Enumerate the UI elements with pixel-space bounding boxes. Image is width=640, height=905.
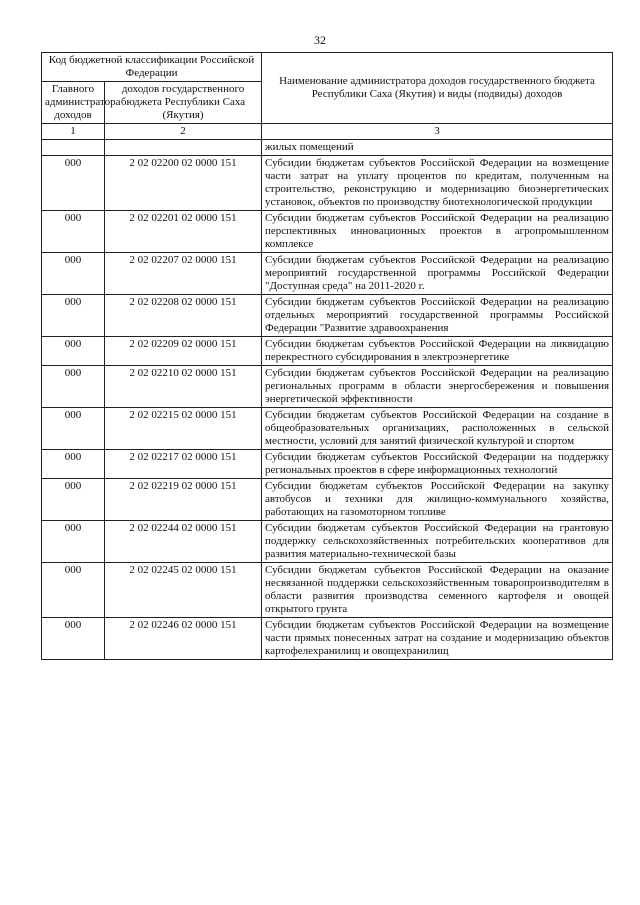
- income-code-cell: 2 02 02201 02 0000 151: [105, 211, 262, 253]
- admin-code-cell: 000: [42, 295, 105, 337]
- income-name-cell: Субсидии бюджетам субъектов Российской Федерации на создание в общеобразовательных организациях, расположенных в сельской местности, условий для занятий физической культурой и спортом: [262, 408, 613, 450]
- income-name-cell: Субсидии бюджетам субъектов Российской Федерации на реализацию отдельных мероприятий государственной программы Российской Федерации "Развитие здравоохранения: [262, 295, 613, 337]
- income-code-cell: 2 02 02215 02 0000 151: [105, 408, 262, 450]
- income-code-cell: 2 02 02208 02 0000 151: [105, 295, 262, 337]
- income-code-cell: 2 02 02245 02 0000 151: [105, 563, 262, 618]
- income-code-cell: [105, 140, 262, 156]
- admin-code-cell: 000: [42, 337, 105, 366]
- admin-code-cell: 000: [42, 563, 105, 618]
- income-code-cell: 2 02 02244 02 0000 151: [105, 521, 262, 563]
- admin-code-cell: 000: [42, 156, 105, 211]
- table-row: [42, 337, 613, 366]
- income-name-cell: Субсидии бюджетам субъектов Российской Федерации на грантовую поддержку сельскохозяйственных потребительских кооперативов для развития материально-технической базы: [262, 521, 613, 563]
- income-code-cell: 2 02 02246 02 0000 151: [105, 618, 262, 660]
- admin-code-cell: 000: [42, 408, 105, 450]
- income-code-cell: 2 02 02219 02 0000 151: [105, 479, 262, 521]
- table-row: [42, 563, 613, 618]
- table-row: [42, 479, 613, 521]
- income-code-cell: 2 02 02209 02 0000 151: [105, 337, 262, 366]
- income-name-cell: Субсидии бюджетам субъектов Российской Федерации на возмещение части прямых понесенных затрат на создание и модернизацию объектов картофелехранилищ и овощехранилищ: [262, 618, 613, 660]
- table-row: [42, 140, 613, 156]
- header-col-admin: Главного администратора доходов: [42, 82, 105, 124]
- income-code-cell: 2 02 02207 02 0000 151: [105, 253, 262, 295]
- income-name-cell: Субсидии бюджетам субъектов Российской Федерации на поддержку региональных проектов в сфере информационных технологий: [262, 450, 613, 479]
- admin-code-cell: [42, 140, 105, 156]
- income-name-cell: Субсидии бюджетам субъектов Российской Федерации на реализацию региональных программ в области энергосбережения и повышения энергетической эффективности: [262, 366, 613, 408]
- income-name-cell: Субсидии бюджетам субъектов Российской Федерации на реализацию мероприятий государственной программы Российской Федерации "Доступная среда" на 2011-2020 г.: [262, 253, 613, 295]
- admin-code-cell: 000: [42, 521, 105, 563]
- income-name-cell: Субсидии бюджетам субъектов Российской Федерации на оказание несвязанной поддержки сельскохозяйственным товаропроизводителям в области развития производства семенного картофеля и овощей открытого грунта: [262, 563, 613, 618]
- income-name-cell: жилых помещений: [262, 140, 613, 156]
- income-name-cell: Субсидии бюджетам субъектов Российской Федерации на возмещение части затрат на уплату процентов по кредитам, полученным на строительство, реконструкцию и модернизацию биоэнергетических установок, объектов по производству биотехнологической продукции: [262, 156, 613, 211]
- header-group-label: Код бюджетной классификации Российской Федерации: [42, 53, 262, 82]
- header-col-name: Наименование администратора доходов государственного бюджета Республики Саха (Якутия) и виды (подвиды) доходов: [262, 53, 613, 124]
- income-name-cell: Субсидии бюджетам субъектов Российской Федерации на ликвидацию перекрестного субсидирования в электроэнергетике: [262, 337, 613, 366]
- header-num-2: 2: [105, 124, 262, 140]
- header-col-income: доходов государственного бюджета Республики Саха (Якутия): [105, 82, 262, 124]
- table-row: [42, 253, 613, 295]
- table-row: [42, 366, 613, 408]
- admin-code-cell: 000: [42, 618, 105, 660]
- page-number: 32: [314, 33, 326, 47]
- table-row: [42, 211, 613, 253]
- admin-code-cell: 000: [42, 450, 105, 479]
- header-num-1: 1: [42, 124, 105, 140]
- table-row: [42, 408, 613, 450]
- table-row: [42, 618, 613, 660]
- table-row: [42, 521, 613, 563]
- admin-code-cell: 000: [42, 366, 105, 408]
- budget-classification-table: [41, 52, 613, 660]
- income-name-cell: Субсидии бюджетам субъектов Российской Федерации на закупку автобусов и техники для жилищно-коммунального хозяйства, работающих на газомоторном топливе: [262, 479, 613, 521]
- table-row: [42, 450, 613, 479]
- admin-code-cell: 000: [42, 479, 105, 521]
- table-row: [42, 156, 613, 211]
- income-name-cell: Субсидии бюджетам субъектов Российской Федерации на реализацию перспективных инновационных проектов в агропромышленном комплексе: [262, 211, 613, 253]
- table-row: [42, 295, 613, 337]
- table-body: [42, 140, 613, 660]
- admin-code-cell: 000: [42, 253, 105, 295]
- income-code-cell: 2 02 02217 02 0000 151: [105, 450, 262, 479]
- admin-code-cell: 000: [42, 211, 105, 253]
- header-num-3: 3: [262, 124, 613, 140]
- income-code-cell: 2 02 02210 02 0000 151: [105, 366, 262, 408]
- income-code-cell: 2 02 02200 02 0000 151: [105, 156, 262, 211]
